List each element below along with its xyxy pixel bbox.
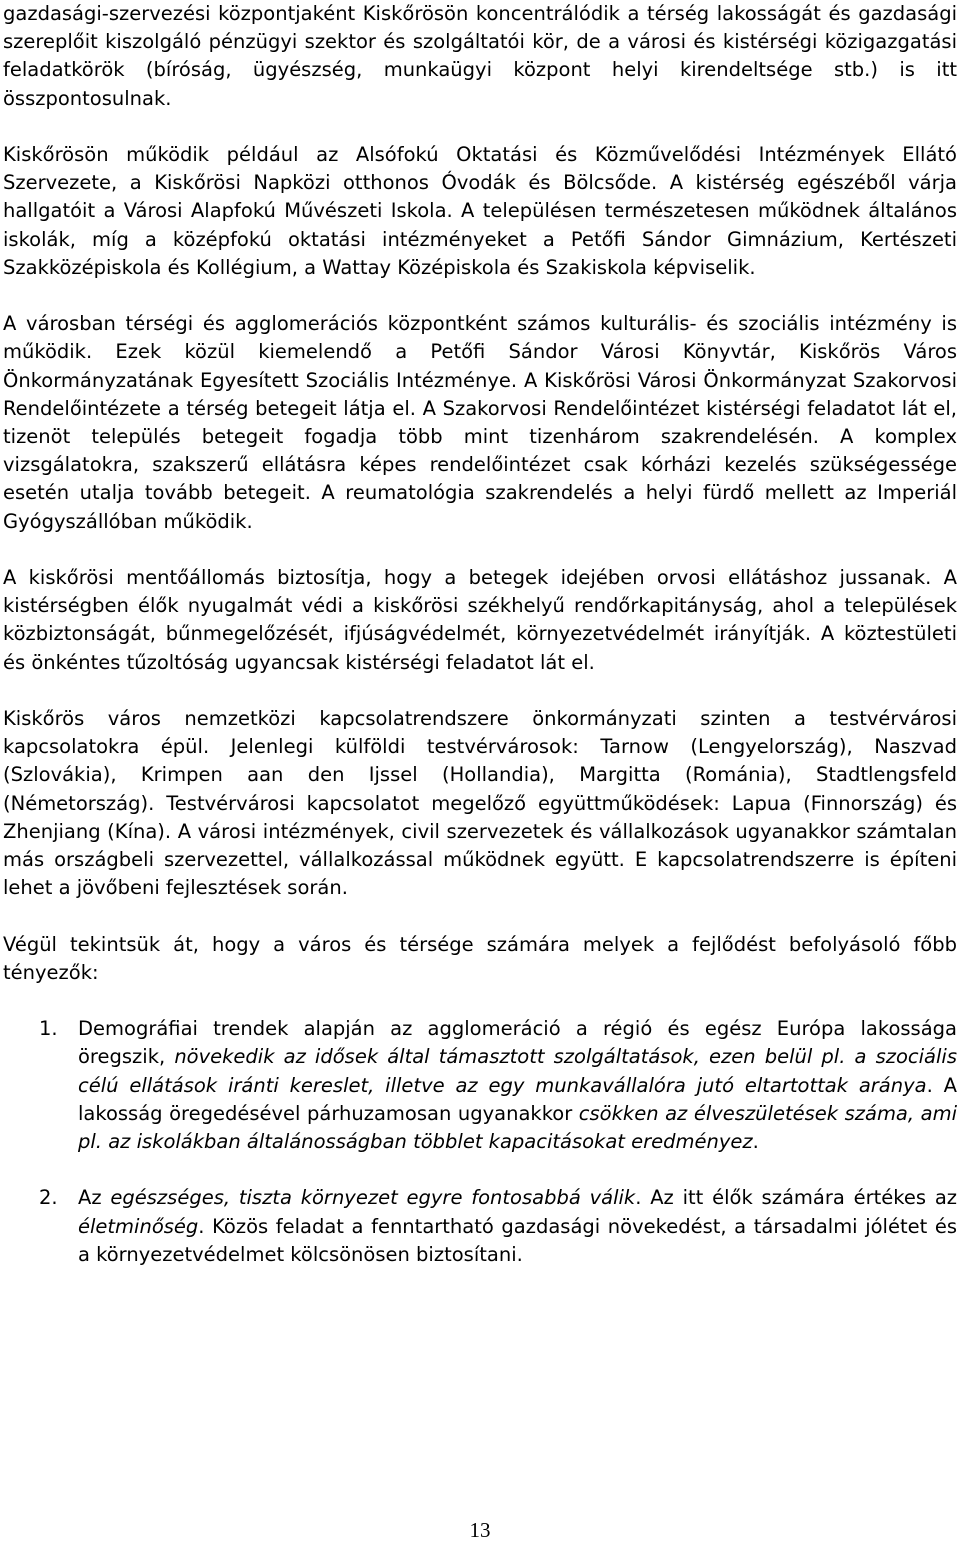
paragraph <box>3 705 957 902</box>
paragraph <box>3 141 957 282</box>
paragraph <box>3 0 957 113</box>
page-number: 13 <box>469 1518 491 1542</box>
list-item-text <box>78 1015 957 1156</box>
paragraph <box>3 310 957 536</box>
list-item <box>3 1184 957 1269</box>
text-run: . Közös feladat a fenntartható gazdasági növekedést, a társadalmi jólétet és a környezetvédelmet kölcsönösen biztosítani. <box>78 1214 957 1266</box>
text-run: . <box>752 1130 759 1154</box>
list-item-number: 2. <box>39 1186 58 1210</box>
factor-list <box>3 1015 957 1269</box>
paragraph <box>3 564 957 677</box>
body-text <box>3 0 957 987</box>
text-run: egészséges, tiszta környezet egyre fontosabbá válik <box>110 1186 636 1210</box>
document-page <box>3 0 957 1297</box>
text-run: növekedik az idősek által támasztott szolgáltatások, ezen belül pl. a szociális célú ellátások iránti kereslet, illetve az egy munkavállalóra jutó eltartottak aránya <box>78 1045 957 1097</box>
text-run: Végül tekintsük át, hogy a város és térsége számára melyek a fejlődést befolyásoló főbb tényezők: <box>3 932 957 984</box>
text-run: Demográfiai trendek alapján az agglomeráció a régió és egész Európa lakossága öregszik, <box>78 1017 957 1069</box>
text-run: gazdasági-szervezési központjaként Kiskőrösön koncentrálódik a térség lakosságát és gazdasági szereplőit kiszolgáló pénzügyi szektor és szolgáltatói kör, de a városi és kistérségi közigazgatási feladatkörök (bíróság, ügyészség, munkaügyi központ helyi kirendeltsége stb.) is itt összpontosulnak. <box>3 2 957 110</box>
list-item-number: 1. <box>39 1017 58 1041</box>
text-run: A kiskőrösi mentőállomás biztosítja, hogy a betegek idejében orvosi ellátáshoz jussanak. A kistérségben élők nyugalmát védi a kiskőrösi székhelyű rendőrkapitányság, ahol a települések közbiztonságát, bűnmegelőzését, ifjúságvédelmét, környezetvédelmét irányítják. A köztestületi és önkéntes tűzoltóság ugyancsak kistérségi feladatot lát el. <box>3 566 957 674</box>
paragraph <box>3 931 957 987</box>
text-run: A városban térségi és agglomerációs központként számos kulturális- és szociális intézmény is működik. Ezek közül kiemelendő a Petőfi Sándor Városi Könyvtár, Kiskőrös Város Önkormányzatának Egyesített Szociális Intézménye. A Kiskőrösi Városi Önkormányzat Szakorvosi Rendelőintézete a térség betegeit látja el. A Szakorvosi Rendelőintézet kistérségi feladatot lát el, tizenöt település betegeit fogadja több mint tizenhárom szakrendelésén. A komplex vizsgálatokra, szakszerű ellátásra képes rendelőintézet csak kórházi kezelés szükségessége esetén utalja tovább betegeit. A reumatológia szakrendelés a helyi fürdő mellett az Imperiál Gyógyszállóban működik. <box>3 312 957 533</box>
text-run: . Az itt élők számára értékes az <box>635 1186 957 1210</box>
text-run: Kiskőrösön működik például az Alsófokú Oktatási és Közművelődési Intézmények Ellátó Szervezete, a Kiskőrösi Napközi otthonos Óvodák és Bölcsőde. A kistérség egészéből várja hallgatóit a Városi Alapfokú Művészeti Iskola. A településen természetesen működnek általános iskolák, míg a középfokú oktatási intézményeket a Petőfi Sándor Gimnázium, Kertészeti Szakközépiskola és Kollégium, a Wattay Középiskola és Szakiskola képviselik. <box>3 143 957 279</box>
text-run: Kiskőrös város nemzetközi kapcsolatrendszere önkormányzati szinten a testvérvárosi kapcsolatokra épül. Jelenlegi külföldi testvérvárosok: Tarnow (Lengyelország), Naszvad (Szlovákia), Krimpen aan den Ijssel (Hollandia), Margitta (Románia), Stadtlengsfeld (Németország). Testvérvárosi kapcsolatot megelőző együttműködések: Lapua (Finnország) és Zhenjiang (Kína). A városi intézmények, civil szervezetek és vállalkozások ugyanakkor számtalan más országbeli szervezettel, vállalkozással működnek együtt. E kapcsolatrendszerre is építeni lehet a jövőbeni fejlesztések során. <box>3 707 957 900</box>
text-run: Az <box>78 1186 111 1210</box>
list-item <box>3 1015 957 1156</box>
list-item-text <box>78 1184 957 1269</box>
text-run: életminőség <box>78 1214 199 1238</box>
text-run: csökken az élveszületések száma, ami pl. az iskolákban általánosságban többlet kapacitásokat eredményez <box>78 1101 957 1154</box>
text-run: . A lakosság öregedésével párhuzamosan ugyanakkor <box>78 1073 957 1125</box>
